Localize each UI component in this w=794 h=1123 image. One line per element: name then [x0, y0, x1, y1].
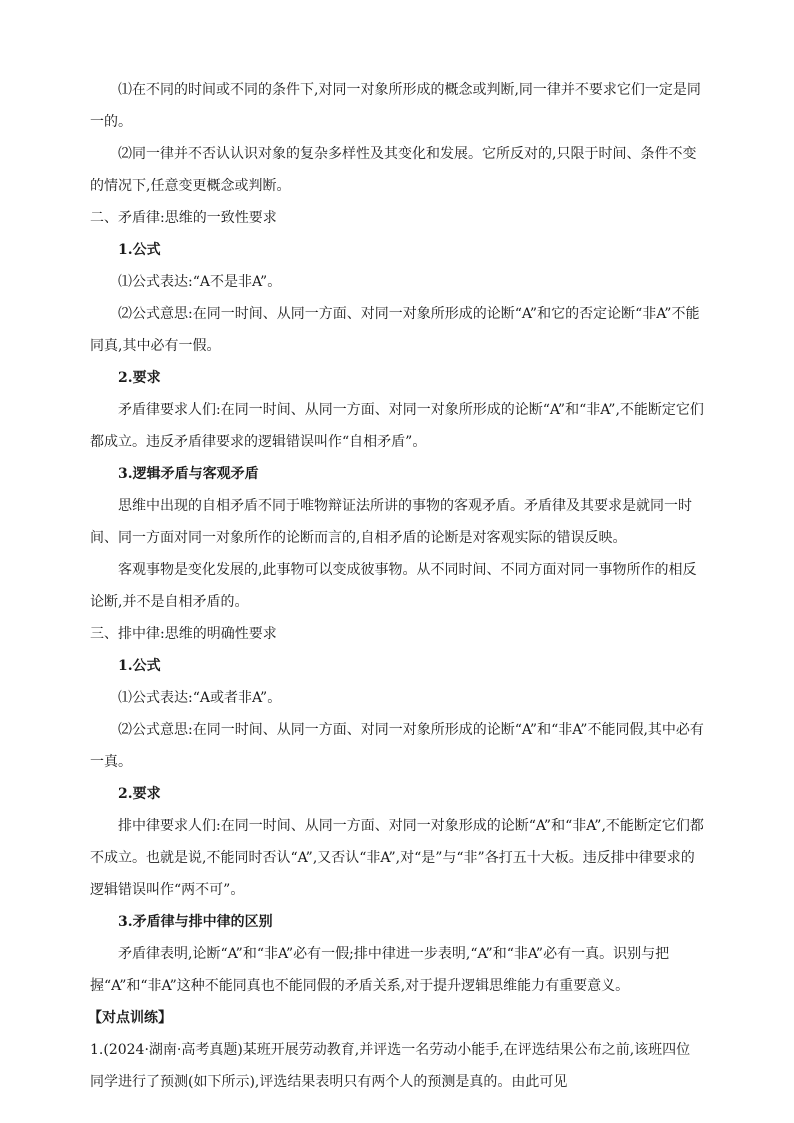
paragraph-objective-contradiction: 客观事物是变化发展的,此事物可以变成彼事物。从不同时间、不同方面对同一事物所作的相反论断,并不是自相矛盾的。: [90, 562, 697, 610]
paragraph-formula-expression-2: ⑴公式表达:“A或者非A”。: [118, 690, 282, 706]
paragraph-difference: 矛盾律表明,论断“A”和“非A”必有一假;排中律进一步表明,“A”和“非A”必有一真。识别与把握“A”和“非A”这种不能同真也不能同假的矛盾关系,对于提升逻辑思维能力有重要意义。: [90, 946, 670, 994]
subheading-difference: 3.矛盾律与排中律的区别: [118, 914, 273, 930]
subheading-formula-2: 1.公式: [118, 658, 161, 674]
training-title: 【对点训练】: [88, 1010, 172, 1026]
subheading-logical-vs-objective: 3.逻辑矛盾与客观矛盾: [118, 466, 259, 482]
question-1: 1.(2024·湖南·高考真题)某班开展劳动教育,并评选一名劳动小能手,在评选结果公布之前,该班四位同学进行了预测(如下所示),评选结果表明只有两个人的预测是真的。由此可见: [90, 1042, 691, 1090]
paragraph-requirement: 矛盾律要求人们:在同一时间、从同一方面、对同一对象所形成的论断“A”和“非A”,不能断定它们都成立。违反矛盾律要求的逻辑错误叫作“自相矛盾”。: [90, 402, 704, 450]
section-heading-contradiction-law: 二、矛盾律:思维的一致性要求: [90, 210, 277, 226]
subheading-requirement: 2.要求: [118, 370, 161, 386]
paragraph-formula-expression: ⑴公式表达:“A不是非A”。: [118, 274, 282, 290]
subheading-requirement-2: 2.要求: [118, 786, 161, 802]
paragraph-formula-meaning: ⑵公式意思:在同一时间、从同一方面、对同一对象所形成的论断“A”和它的否定论断“非A”不能同真,其中必有一假。: [90, 306, 700, 354]
subheading-formula: 1.公式: [118, 242, 161, 258]
paragraph-formula-meaning-2: ⑵公式意思:在同一时间、从同一方面、对同一对象所形成的论断“A”和“非A”不能同假,其中必有一真。: [90, 722, 704, 770]
paragraph-identity-law-2: ⑵同一律并不否认认识对象的复杂多样性及其变化和发展。它所反对的,只限于时间、条件不变的情况下,任意变更概念或判断。: [90, 146, 697, 194]
paragraph-identity-law-1: ⑴在不同的时间或不同的条件下,对同一对象所形成的概念或判断,同一律并不要求它们一定是同一的。: [90, 82, 701, 130]
section-heading-excluded-middle: 三、排中律:思维的明确性要求: [90, 626, 277, 642]
paragraph-logical-contradiction: 思维中出现的自相矛盾不同于唯物辩证法所讲的事物的客观矛盾。矛盾律及其要求是就同一时间、同一方面对同一对象所作的论断而言的,自相矛盾的论断是对客观实际的错误反映。: [90, 498, 692, 546]
paragraph-requirement-2: 排中律要求人们:在同一时间、从同一方面、对同一对象形成的论断“A”和“非A”,不能断定它们都不成立。也就是说,不能同时否认“A”,又否认“非A”,对“是”与“非”各打五十大板。违反排中律要求的逻辑错误叫作“两不可”。: [90, 818, 704, 898]
